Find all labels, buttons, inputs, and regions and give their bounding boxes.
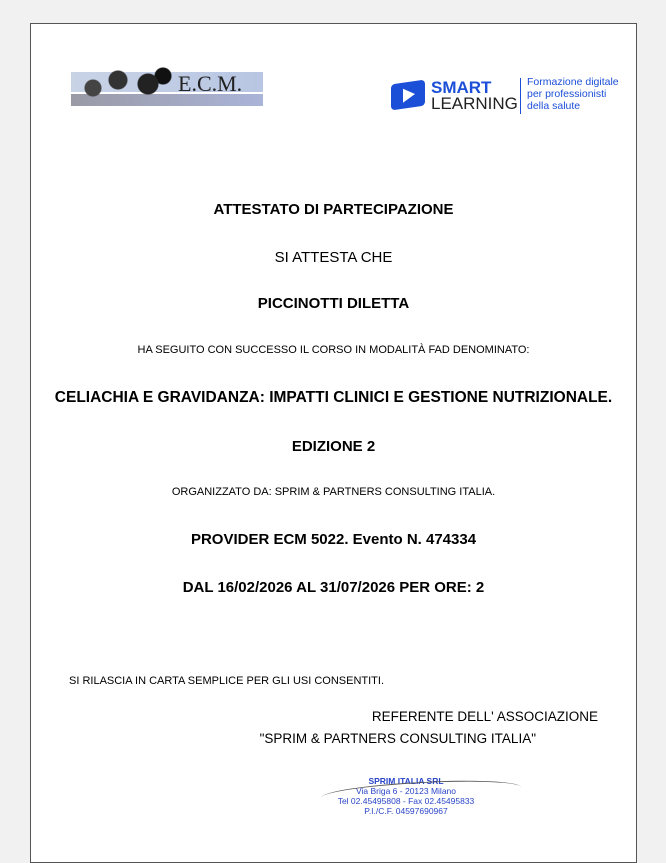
issued-text: SI RILASCIA IN CARTA SEMPLICE PER GLI USI CONSENTITI. bbox=[69, 675, 385, 687]
course-title: CELIACHIA E GRAVIDANZA: IMPATTI CLINICI E GESTIONE NUTRIZIONALE. bbox=[54, 389, 613, 406]
provider-info: PROVIDER ECM 5022. Evento N. 474334 bbox=[190, 531, 477, 548]
certificate-page bbox=[30, 23, 637, 863]
smart-learning-logo: SMART LEARNING Formazione digitale per professionisti della salute bbox=[381, 74, 621, 119]
referent-line1: REFERENTE DELL' ASSOCIAZIONE bbox=[371, 709, 598, 724]
participant-name: PICCINOTTI DILETTA bbox=[257, 295, 410, 312]
followed-text: HA SEGUITO CON SUCCESSO IL CORSO IN MODALITÀ FAD DENOMINATO: bbox=[137, 344, 530, 356]
edition: EDIZIONE 2 bbox=[291, 438, 376, 455]
ecm-logo: E.C.M. bbox=[71, 62, 263, 112]
smart-learning-tagline: Formazione digitale per professionisti della salute bbox=[527, 76, 619, 112]
play-icon bbox=[391, 80, 425, 111]
organizer: ORGANIZZATO DA: SPRIM & PARTNERS CONSULTING ITALIA. bbox=[171, 486, 496, 498]
certificate-title: ATTESTATO DI PARTECIPAZIONE bbox=[213, 201, 454, 218]
company-stamp-signature: SPRIM ITALIA SRL Via Briga 6 - 20123 Milano Tel 02.45495808 - Fax 02.45495833 P.I./C.F. 04597690967 bbox=[321, 776, 491, 816]
attests-text: SI ATTESTA CHE bbox=[274, 249, 393, 266]
dates-hours: DAL 16/02/2026 AL 31/07/2026 PER ORE: 2 bbox=[182, 579, 485, 596]
referent-line2: "SPRIM & PARTNERS CONSULTING ITALIA" bbox=[259, 731, 536, 746]
